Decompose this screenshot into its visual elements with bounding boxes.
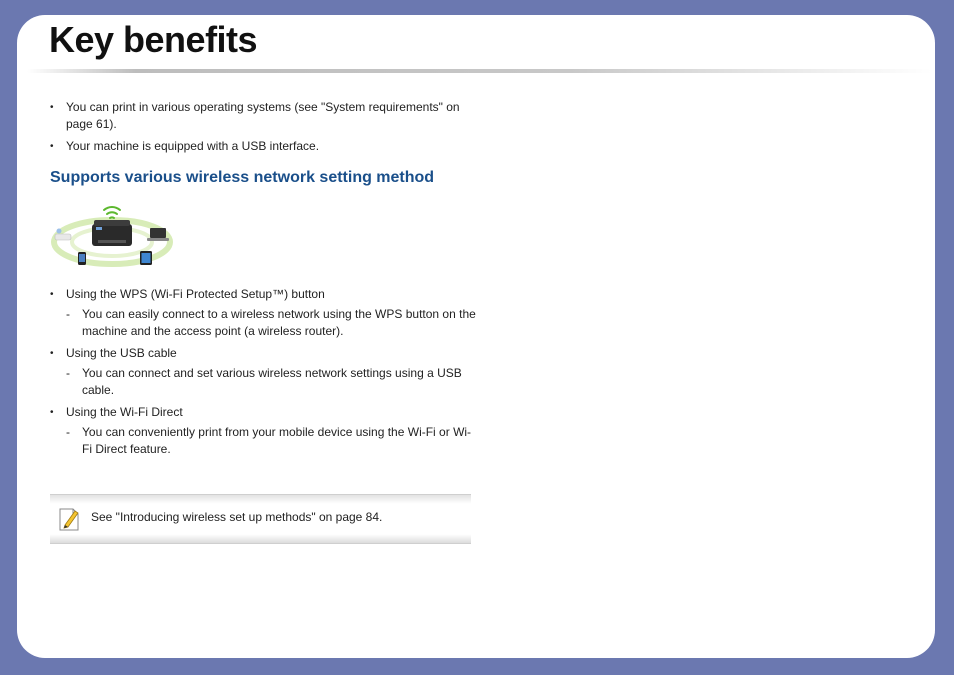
sub-list-item: - You can connect and set various wireless network settings using a USB cable.	[66, 365, 480, 399]
list-item-text: You can print in various operating systems (see "System requirements" on page 61).	[66, 100, 460, 131]
list-item	[50, 138, 480, 155]
list-item-label: Using the USB cable	[66, 346, 177, 360]
laptop-icon	[147, 228, 169, 241]
tablet-icon	[140, 251, 152, 265]
page-title: Key benefits	[49, 19, 258, 60]
wireless-methods-list	[50, 286, 480, 458]
list-item	[50, 99, 480, 133]
page-content	[50, 99, 480, 463]
section-heading: Supports various wireless network setting method	[50, 169, 435, 186]
note-pencil-icon	[58, 506, 80, 532]
note-text: See "Introducing wireless set up methods" on page 84.	[91, 510, 383, 524]
list-item-text: Your machine is equipped with a USB interface.	[66, 139, 320, 153]
note-box	[50, 494, 471, 544]
sub-list-item: - You can conveniently print from your mobile device using the Wi-Fi or Wi-Fi Direct feature.	[66, 424, 480, 458]
wifi-icon	[104, 207, 120, 218]
sub-list	[66, 306, 480, 340]
sub-list-item: - You can easily connect to a wireless network using the WPS button on the machine and the access point (a wireless router).	[66, 306, 480, 340]
list-item	[50, 286, 480, 340]
list-item-label: Using the WPS (Wi-Fi Protected Setup™) button	[66, 287, 325, 301]
printer-icon	[92, 220, 132, 246]
intro-list	[50, 99, 480, 155]
title-divider	[27, 69, 932, 73]
sub-list	[66, 365, 480, 399]
document-page	[17, 15, 935, 658]
wireless-network-illustration	[50, 200, 175, 270]
list-item	[50, 404, 480, 458]
phone-icon	[78, 252, 86, 265]
list-item	[50, 345, 480, 399]
list-item-label: Using the Wi-Fi Direct	[66, 405, 183, 419]
sub-list	[66, 424, 480, 458]
